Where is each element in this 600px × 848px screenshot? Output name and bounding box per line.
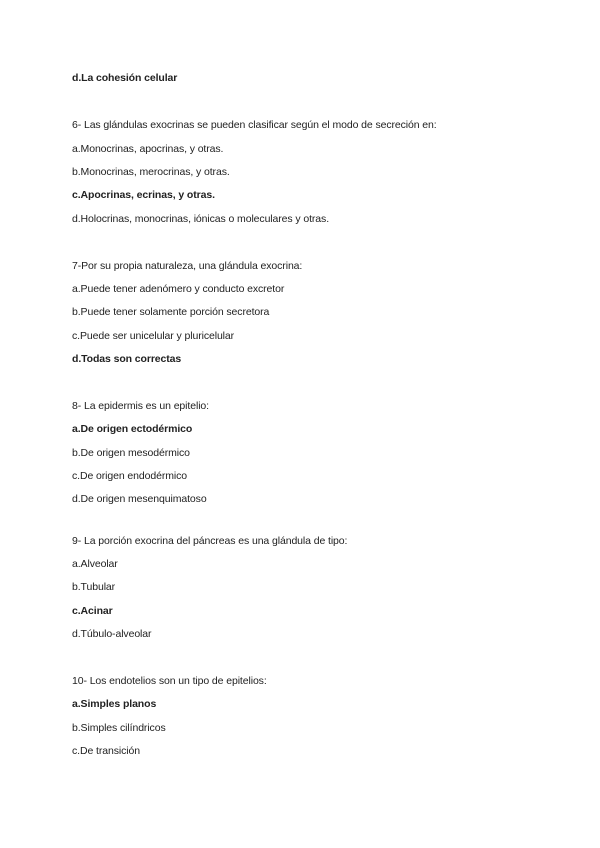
q7-option-a: a.Puede tener adenómero y conducto excretor: [72, 283, 285, 295]
q7-option-b: b.Puede tener solamente porción secretora: [72, 306, 270, 318]
q8-option-d: d.De origen mesenquimatoso: [72, 493, 207, 505]
q9-option-c-correct: c.Acinar: [72, 605, 113, 617]
q6-option-b: b.Monocrinas, merocrinas, y otras.: [72, 166, 230, 178]
q10-option-a-correct: a.Simples planos: [72, 698, 157, 710]
q7-option-c: c.Puede ser unicelular y pluricelular: [72, 330, 235, 342]
q6-option-c-correct: c.Apocrinas, ecrinas, y otras.: [72, 189, 215, 201]
question-6: 6- Las glándulas exocrinas se pueden clasificar según el modo de secreción en:: [72, 119, 437, 131]
q9-option-d: d.Túbulo-alveolar: [72, 628, 152, 640]
question-8: 8- La epidermis es un epitelio:: [72, 400, 209, 412]
q9-option-b: b.Tubular: [72, 581, 116, 593]
q8-option-b: b.De origen mesodérmico: [72, 447, 190, 459]
question-10: 10- Los endotelios son un tipo de epitelios:: [72, 675, 267, 687]
q9-option-a: a.Alveolar: [72, 558, 118, 570]
q8-option-a-correct: a.De origen ectodérmico: [72, 423, 193, 435]
q10-option-c: c.De transición: [72, 745, 140, 757]
q8-option-c: c.De origen endodérmico: [72, 470, 188, 482]
prev-answer-d: d.La cohesión celular: [72, 72, 178, 84]
question-9: 9- La porción exocrina del páncreas es una glándula de tipo:: [72, 535, 348, 547]
q6-option-a: a.Monocrinas, apocrinas, y otras.: [72, 143, 224, 155]
q10-option-b: b.Simples cilíndricos: [72, 722, 166, 734]
q7-option-d-correct: d.Todas son correctas: [72, 353, 182, 365]
q6-option-d: d.Holocrinas, monocrinas, iónicas o moleculares y otras.: [72, 213, 330, 225]
question-7: 7-Por su propia naturaleza, una glándula exocrina:: [72, 260, 303, 272]
